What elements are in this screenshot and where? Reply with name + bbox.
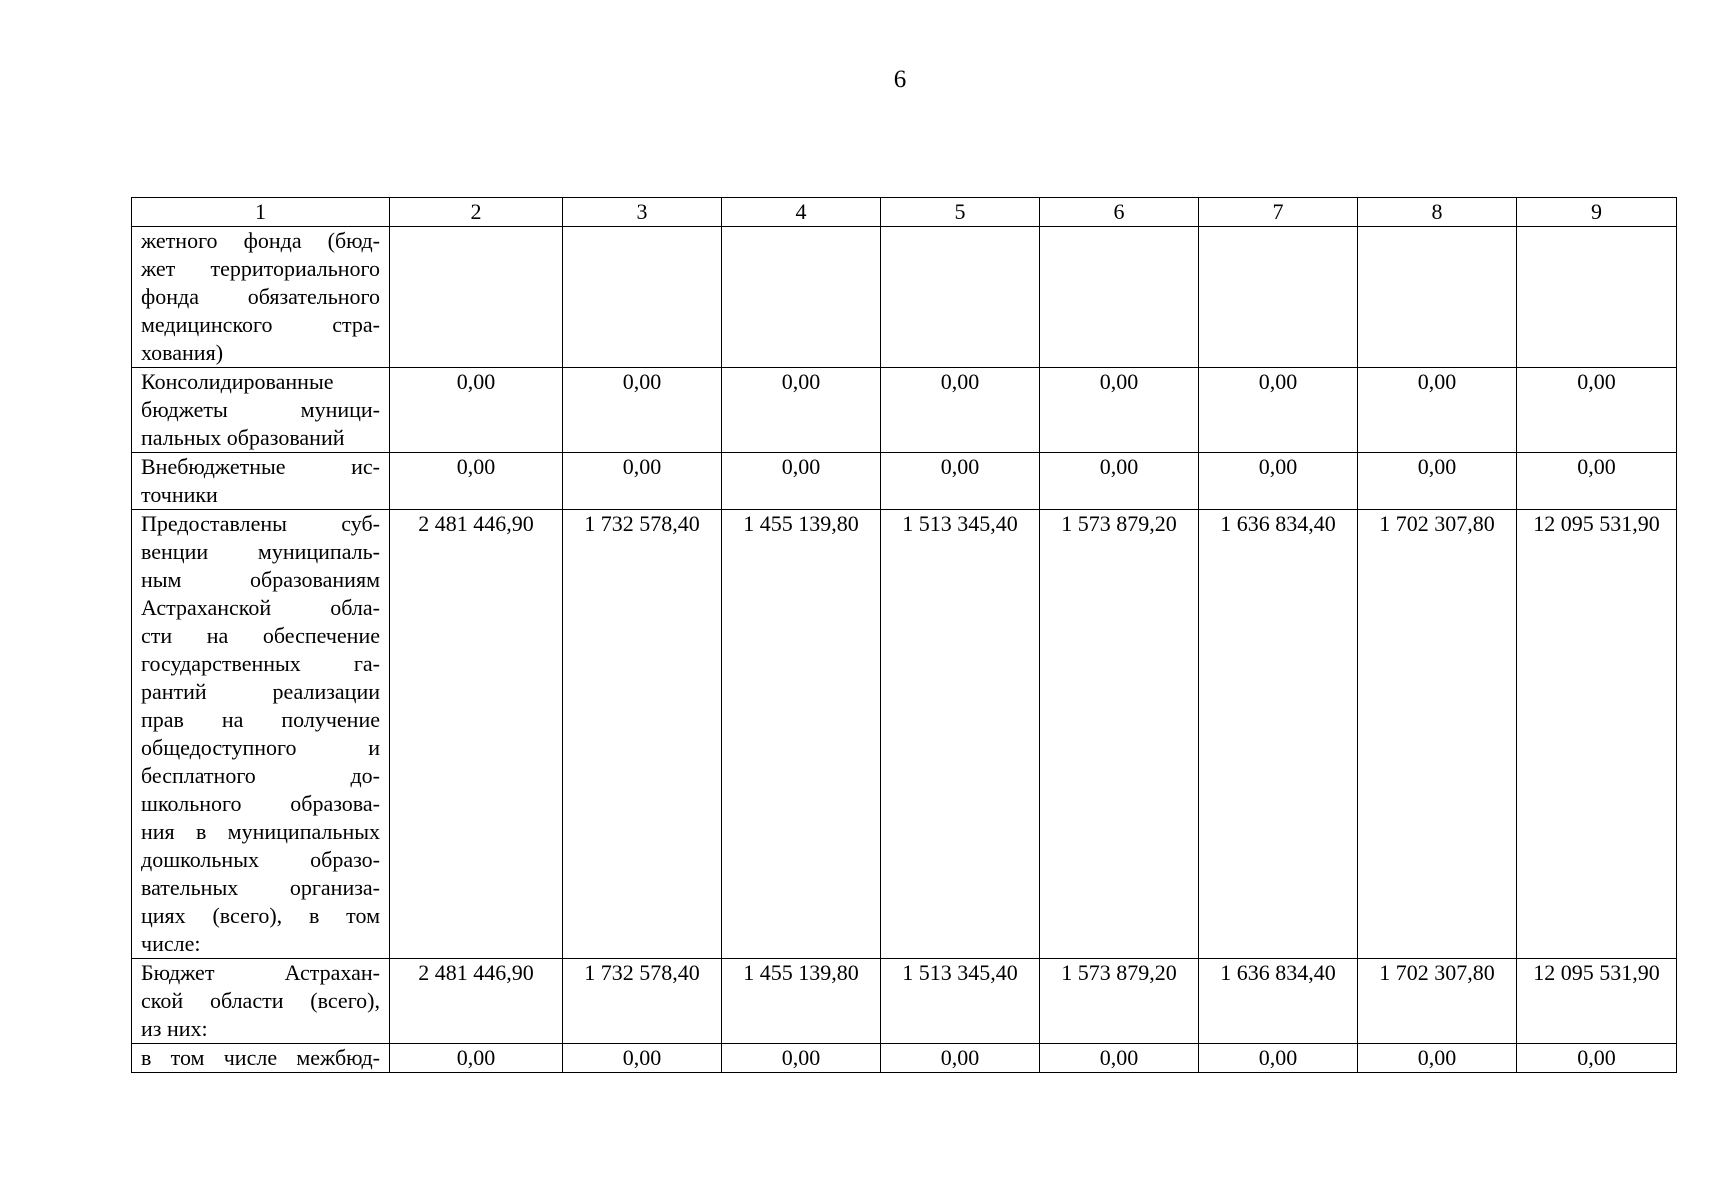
value-cell-col-4: 0,00 — [722, 453, 881, 510]
row-label-line: хования) — [141, 340, 224, 365]
row-label-line: государственных га- — [141, 651, 380, 676]
row-label-line: точники — [141, 482, 218, 507]
value-cell-col-7: 1 636 834,40 — [1199, 959, 1358, 1044]
value-cell-col-9: 0,00 — [1517, 1044, 1677, 1073]
row-label-line: в том числе межбюд- — [141, 1045, 380, 1070]
value-cell-col-6: 0,00 — [1040, 368, 1199, 453]
header-row — [132, 198, 1677, 227]
value-cell-col-6: 1 573 879,20 — [1040, 510, 1199, 959]
value-cell-col-8: 0,00 — [1358, 453, 1517, 510]
value-cell-col-4 — [722, 227, 881, 368]
value-cell-col-2: 0,00 — [390, 1044, 563, 1073]
budget-table — [131, 197, 1677, 1073]
row-label-line: Предоставлены суб- — [141, 511, 380, 536]
value-cell-col-4: 0,00 — [722, 368, 881, 453]
value-cell-col-6: 0,00 — [1040, 1044, 1199, 1073]
row-label-line: фонда обязательного — [141, 284, 380, 309]
row-label-line: циях (всего), в том — [141, 903, 380, 928]
row-label — [132, 959, 390, 1044]
column-header-6: 6 — [1040, 198, 1199, 227]
row-label-line: бюджеты муници- — [141, 397, 380, 422]
value-cell-col-8 — [1358, 227, 1517, 368]
value-cell-col-4: 0,00 — [722, 1044, 881, 1073]
row-label-line: рантий реализации — [141, 679, 380, 704]
value-cell-col-5: 0,00 — [881, 368, 1040, 453]
value-cell-col-7 — [1199, 227, 1358, 368]
row-label — [132, 1044, 390, 1073]
table-row — [132, 227, 1677, 368]
value-cell-col-8: 0,00 — [1358, 1044, 1517, 1073]
row-label-line: Астраханской обла- — [141, 595, 380, 620]
row-label — [132, 227, 390, 368]
table-row — [132, 510, 1677, 959]
value-cell-col-9: 12 095 531,90 — [1517, 959, 1677, 1044]
value-cell-col-5: 1 513 345,40 — [881, 510, 1040, 959]
row-label-line: Внебюджетные ис- — [141, 454, 380, 479]
row-label-line: сти на обеспечение — [141, 623, 380, 648]
row-label-line: Бюджет Астрахан- — [141, 960, 380, 985]
row-label-line: венции муниципаль- — [141, 539, 380, 564]
row-label-line: вательных организа- — [141, 875, 380, 900]
value-cell-col-5 — [881, 227, 1040, 368]
table-row — [132, 453, 1677, 510]
value-cell-col-2: 2 481 446,90 — [390, 959, 563, 1044]
value-cell-col-7: 0,00 — [1199, 368, 1358, 453]
row-label-line: бесплатного до- — [141, 763, 380, 788]
value-cell-col-2 — [390, 227, 563, 368]
value-cell-col-9: 0,00 — [1517, 453, 1677, 510]
value-cell-col-2: 2 481 446,90 — [390, 510, 563, 959]
row-label-line: пальных образований — [141, 425, 345, 450]
row-label — [132, 510, 390, 959]
value-cell-col-5: 0,00 — [881, 453, 1040, 510]
value-cell-col-6: 1 573 879,20 — [1040, 959, 1199, 1044]
value-cell-col-8: 1 702 307,80 — [1358, 959, 1517, 1044]
value-cell-col-7: 0,00 — [1199, 453, 1358, 510]
value-cell-col-5: 0,00 — [881, 1044, 1040, 1073]
row-label-line: Консолидированные — [141, 369, 334, 394]
row-label-line: ской области (всего), — [141, 988, 380, 1013]
value-cell-col-5: 1 513 345,40 — [881, 959, 1040, 1044]
value-cell-col-3: 1 732 578,40 — [563, 510, 722, 959]
column-header-2: 2 — [390, 198, 563, 227]
table-row — [132, 368, 1677, 453]
value-cell-col-6: 0,00 — [1040, 453, 1199, 510]
value-cell-col-3: 1 732 578,40 — [563, 959, 722, 1044]
value-cell-col-3 — [563, 227, 722, 368]
column-header-1: 1 — [132, 198, 390, 227]
row-label-line: жет территориального — [141, 256, 380, 281]
column-header-8: 8 — [1358, 198, 1517, 227]
row-label-line: прав на получение — [141, 707, 380, 732]
page-number: 6 — [893, 66, 907, 93]
row-label-line: жетного фонда (бюд- — [141, 228, 380, 253]
value-cell-col-8: 0,00 — [1358, 368, 1517, 453]
row-label-line: из них: — [141, 1016, 208, 1041]
table-row — [132, 1044, 1677, 1073]
row-label-line: ным образованиям — [141, 567, 380, 592]
value-cell-col-9: 0,00 — [1517, 368, 1677, 453]
row-label-line: дошкольных образо- — [141, 847, 380, 872]
value-cell-col-3: 0,00 — [563, 1044, 722, 1073]
value-cell-col-9: 12 095 531,90 — [1517, 510, 1677, 959]
value-cell-col-2: 0,00 — [390, 453, 563, 510]
row-label-line: числе: — [141, 931, 201, 956]
value-cell-col-6 — [1040, 227, 1199, 368]
value-cell-col-8: 1 702 307,80 — [1358, 510, 1517, 959]
value-cell-col-7: 1 636 834,40 — [1199, 510, 1358, 959]
value-cell-col-7: 0,00 — [1199, 1044, 1358, 1073]
column-header-4: 4 — [722, 198, 881, 227]
value-cell-col-9 — [1517, 227, 1677, 368]
row-label — [132, 453, 390, 510]
column-header-7: 7 — [1199, 198, 1358, 227]
column-header-3: 3 — [563, 198, 722, 227]
row-label-line: школьного образова- — [141, 791, 380, 816]
value-cell-col-3: 0,00 — [563, 453, 722, 510]
value-cell-col-2: 0,00 — [390, 368, 563, 453]
value-cell-col-4: 1 455 139,80 — [722, 510, 881, 959]
row-label-line: общедоступного и — [141, 735, 380, 760]
column-header-9: 9 — [1517, 198, 1677, 227]
row-label-line: медицинского стра- — [141, 312, 380, 337]
row-label-line: ния в муниципальных — [141, 819, 380, 844]
column-header-5: 5 — [881, 198, 1040, 227]
value-cell-col-3: 0,00 — [563, 368, 722, 453]
table-row — [132, 959, 1677, 1044]
row-label — [132, 368, 390, 453]
value-cell-col-4: 1 455 139,80 — [722, 959, 881, 1044]
